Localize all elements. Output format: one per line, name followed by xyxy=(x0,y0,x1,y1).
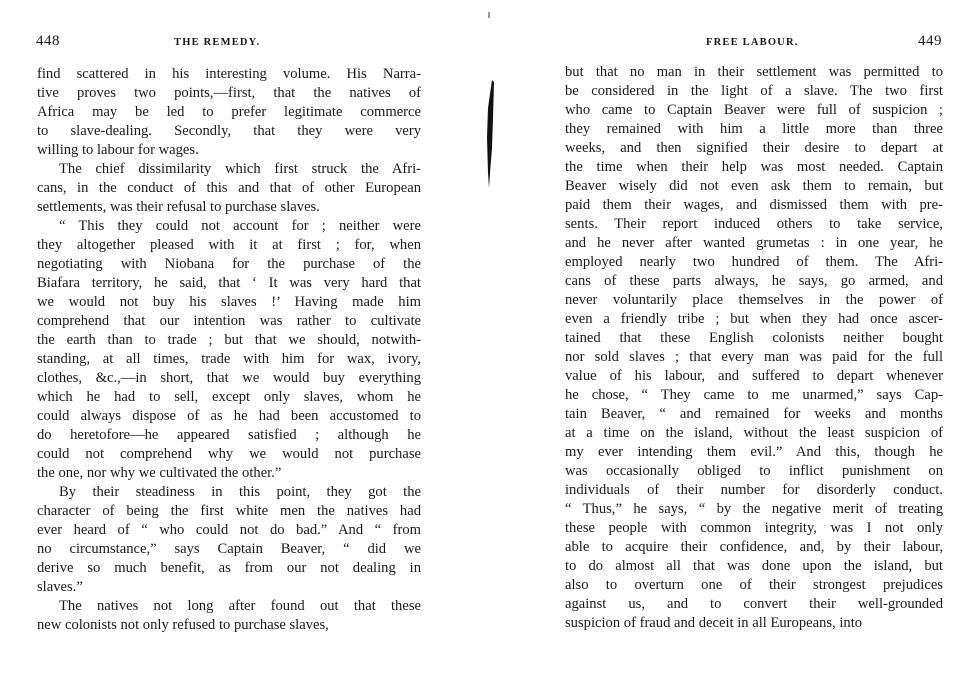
text-line: value of his labour, and suffered to depart whenever xyxy=(565,368,943,384)
text-line: tive proves two points,—first, that the natives of xyxy=(37,85,421,101)
text-line: could not comprehend why we would not purchase xyxy=(37,446,421,462)
text-line: character of being the first white men the natives had xyxy=(37,503,421,519)
text-line: he chose, “ They came to me unarmed,” says Cap- xyxy=(565,387,943,403)
text-line: they altogether pleased with it at first ; for, when xyxy=(37,237,421,253)
text-line: ever heard of “ who could not do bad.” And “ from xyxy=(37,522,421,538)
right-body-text xyxy=(565,63,943,633)
text-line: standing, at all times, trade with him for wax, ivory, xyxy=(37,351,421,367)
text-line: “ This they could not account for ; neither were xyxy=(59,218,421,234)
text-line: paid them their wages, and dismissed them with pre- xyxy=(565,197,943,213)
text-line: do heretofore—he appeared satisfied ; although he xyxy=(37,427,421,443)
text-line: could always dispose of as he had been accustomed to xyxy=(37,408,421,424)
text-line: my ever intending them evil.” And this, though he xyxy=(565,444,943,460)
text-line: employed nearly two hundred of them. The Afri- xyxy=(565,254,943,270)
right-page xyxy=(490,0,980,677)
text-line: new colonists not only refused to purchase slaves, xyxy=(37,617,329,633)
text-line: no circumstance,” says Captain Beaver, “ did we xyxy=(37,541,421,557)
text-line: Beaver wisely did not even ask them to remain, but xyxy=(565,178,943,194)
left-page-number: 448 xyxy=(36,33,60,49)
text-line: who came to Captain Beaver were full of suspicion ; xyxy=(565,102,943,118)
text-line: slaves.” xyxy=(37,579,83,595)
text-line: settlements, was their refusal to purchase slaves. xyxy=(37,199,320,215)
text-line: negotiating with Niobana for the purchase of the xyxy=(37,256,421,272)
text-line: individuals of their number for disorderly conduct. xyxy=(565,482,943,498)
text-line: By their steadiness in this point, they got the xyxy=(59,484,421,500)
text-line: find scattered in his interesting volume. His Narra- xyxy=(37,66,421,82)
text-line: was occasionally obliged to inflict punishment on xyxy=(565,463,943,479)
text-line: we would not buy his slaves !’ Having made him xyxy=(37,294,421,310)
text-line: the one, nor why we cultivated the other.” xyxy=(37,465,282,481)
text-line: these people with common integrity, was I not only xyxy=(565,520,943,536)
text-line: which he had to sell, except only slaves, whom he xyxy=(37,389,421,405)
text-line: suspicion of fraud and deceit in all Europeans, into xyxy=(565,615,863,631)
text-line: Biafara territory, he said, that ‘ It was very hard that xyxy=(37,275,421,291)
text-line: cans of these parts always, he says, go armed, and xyxy=(565,273,943,289)
left-running-head xyxy=(36,33,424,53)
left-running-title: THE REMEDY. xyxy=(174,37,261,48)
text-line: but that no man in their settlement was permitted to xyxy=(565,64,943,80)
text-line: able to acquire their confidence, and, by their labour, xyxy=(565,539,943,555)
text-line: against us, and to convert their well-grounded xyxy=(565,596,943,612)
text-line: to slave-dealing. Secondly, that they were very xyxy=(37,123,421,139)
text-line: The natives not long after found out that these xyxy=(59,598,421,614)
text-line: the earth than to trade ; but that we should, notwith- xyxy=(37,332,421,348)
text-line: willing to labour for wages. xyxy=(37,142,199,158)
text-line: and he never after wanted grumetas : in one year, he xyxy=(565,235,943,251)
text-line: cans, in the conduct of this and that of other European xyxy=(37,180,421,196)
text-line: to do almost all that was done upon the island, but xyxy=(565,558,943,574)
text-line: never voluntarily place themselves in the power of xyxy=(565,292,943,308)
text-line: tain Beaver, “ and remained for weeks and months xyxy=(565,406,943,422)
right-page-number: 449 xyxy=(918,33,942,49)
text-line: derive so much benefit, as from our not dealing in xyxy=(37,560,421,576)
text-line: nor sold slaves ; that every man was paid for the full xyxy=(565,349,943,365)
text-line: at a time on the island, without the least suspicion of xyxy=(565,425,943,441)
text-line: sents. Their report induced others to take service, xyxy=(565,216,943,232)
text-line: be considered in the light of a slave. The two first xyxy=(565,83,943,99)
text-line: weeks, and then signified their desire to depart at xyxy=(565,140,943,156)
right-running-title: FREE LABOUR. xyxy=(706,37,799,48)
text-line: comprehend that our intention was rather to cultivate xyxy=(37,313,421,329)
left-body-text xyxy=(37,65,421,635)
text-line: “ Thus,” he says, “ by the negative merit of treating xyxy=(565,501,943,517)
text-line: they remained with him a little more than three xyxy=(565,121,943,137)
text-line: The chief dissimilarity which first struck the Afri- xyxy=(59,161,421,177)
text-line: tained that these English colonists neither bought xyxy=(565,330,943,346)
text-line: also to overturn one of their strongest prejudices xyxy=(565,577,943,593)
text-line: the time when their help was most needed. Captain xyxy=(565,159,943,175)
text-line: clothes, &c.,—in short, that we would buy everything xyxy=(37,370,421,386)
text-line: even a friendly tribe ; but when they had once ascer- xyxy=(565,311,943,327)
text-line: Africa may be led to prefer legitimate commerce xyxy=(37,104,421,120)
right-running-head xyxy=(562,33,942,53)
